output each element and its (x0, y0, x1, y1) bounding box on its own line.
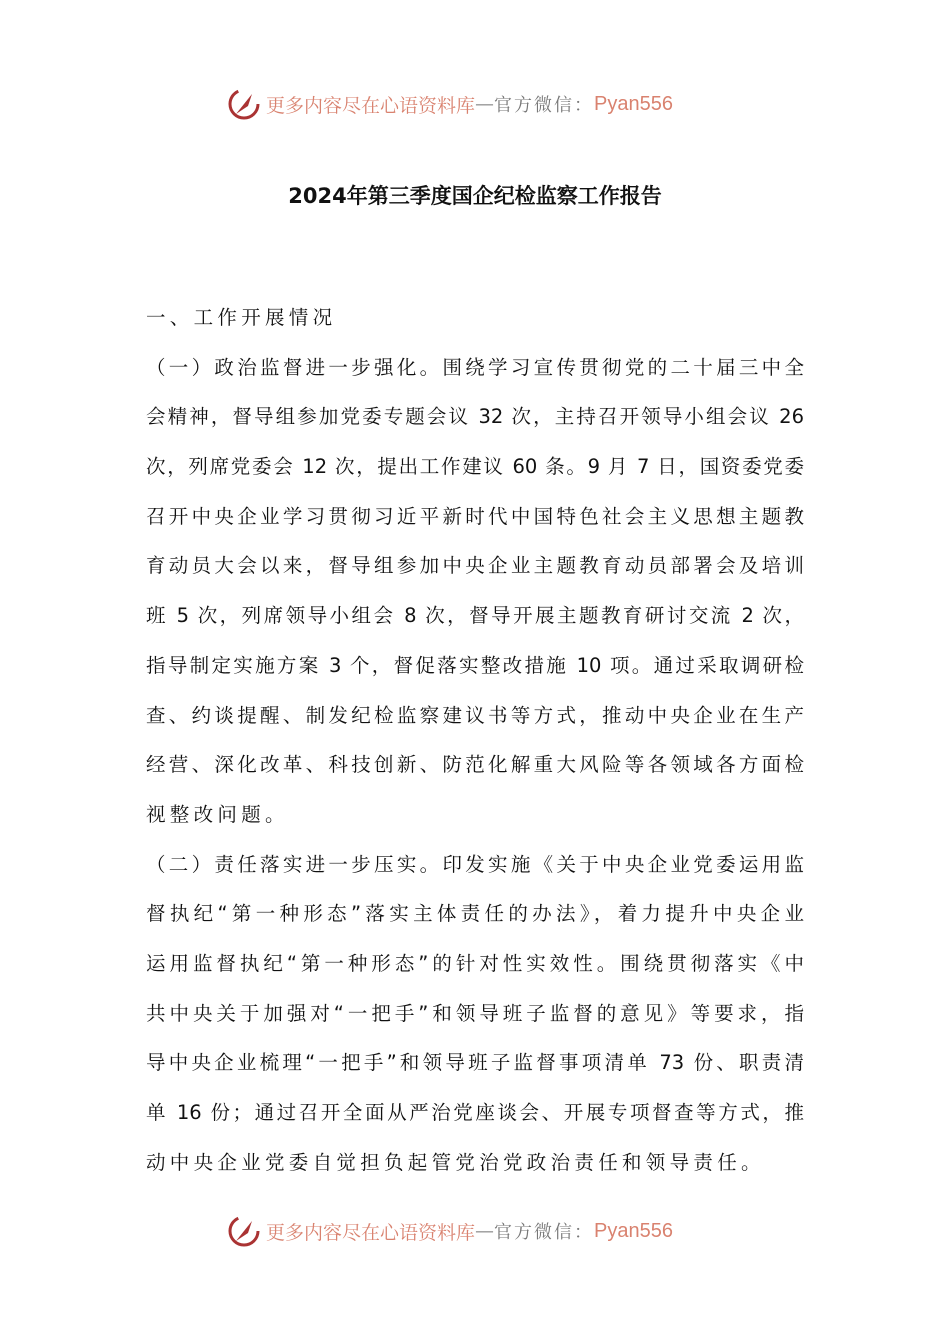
watermark-id: Pyan556 (594, 1219, 673, 1242)
header-watermark (226, 84, 716, 124)
paragraph-line: 查、约谈提醒、制发纪检监察建议书等方式，推动中央企业在生产 (146, 703, 804, 727)
paragraph-line: 次，列席党委会 12 次，提出工作建议 60 条。9 月 7 日，国资委党委 (146, 455, 804, 479)
paragraph-line: 召开中央企业学习贯彻习近平新时代中国特色社会主义思想主题教 (146, 504, 804, 528)
watermark-dash: — (475, 93, 495, 115)
watermark-id: Pyan556 (594, 92, 673, 115)
watermark-label: 官方微信： (494, 1222, 595, 1243)
paragraph-line: 单 16 份；通过召开全面从严治党座谈会、开展专项督查等方式，推 (146, 1101, 804, 1124)
paragraph-line: 导中央企业梳理“一把手”和领导班子监督事项清单 73 份、职责清 (146, 1051, 804, 1075)
paragraph-line: 共中央关于加强对“一把手”和领导班子监督的意见》等要求，指 (146, 1001, 804, 1025)
paragraph-line: 会精神，督导组参加党委专题会议 32 次，主持召开领导小组会议 26 (146, 405, 804, 429)
quill-logo-icon (226, 1213, 262, 1249)
watermark-label: 官方微信： (494, 95, 595, 116)
footer-watermark (226, 1211, 716, 1251)
quill-logo-icon (226, 86, 262, 122)
paragraph-line: 经营、深化改革、科技创新、防范化解重大风险等各领域各方面检 (146, 753, 804, 777)
paragraph-line: 指导制定实施方案 3 个，督促落实整改措施 10 项。通过采取调研检 (146, 653, 804, 677)
paragraph-line: 督执纪“第一种形态”落实主体责任的办法》，着力提升中央企业 (146, 902, 804, 926)
watermark-site: 更多内容尽在心语资料库 (266, 1221, 476, 1244)
paragraph-line: 视整改问题。 (146, 802, 289, 826)
watermark-site: 更多内容尽在心语资料库 (266, 94, 476, 117)
document-body (146, 300, 804, 1194)
document-title: 2024年第三季度国企纪检监察工作报告 (288, 184, 662, 208)
paragraph-line: 运用监督执纪“第一种形态”的针对性实效性。围绕贯彻落实《中 (146, 951, 804, 975)
paragraph-line: （一）政治监督进一步强化。围绕学习宣传贯彻党的二十届三中全 (146, 355, 804, 379)
paragraph-line: 动中央企业党委自觉担负起管党治党政治责任和领导责任。 (146, 1150, 765, 1174)
section-heading: 一、工作开展情况 (146, 306, 337, 329)
paragraph-line: 班 5 次，列席领导小组会 8 次，督导开展主题教育研讨交流 2 次， (146, 604, 804, 628)
paragraph-line: 育动员大会以来，督导组参加中央企业主题教育动员部署会及培训 (146, 554, 804, 578)
watermark-dash: — (475, 1220, 495, 1242)
paragraph-line: （二）责任落实进一步压实。印发实施《关于中央企业党委运用监 (146, 852, 804, 876)
